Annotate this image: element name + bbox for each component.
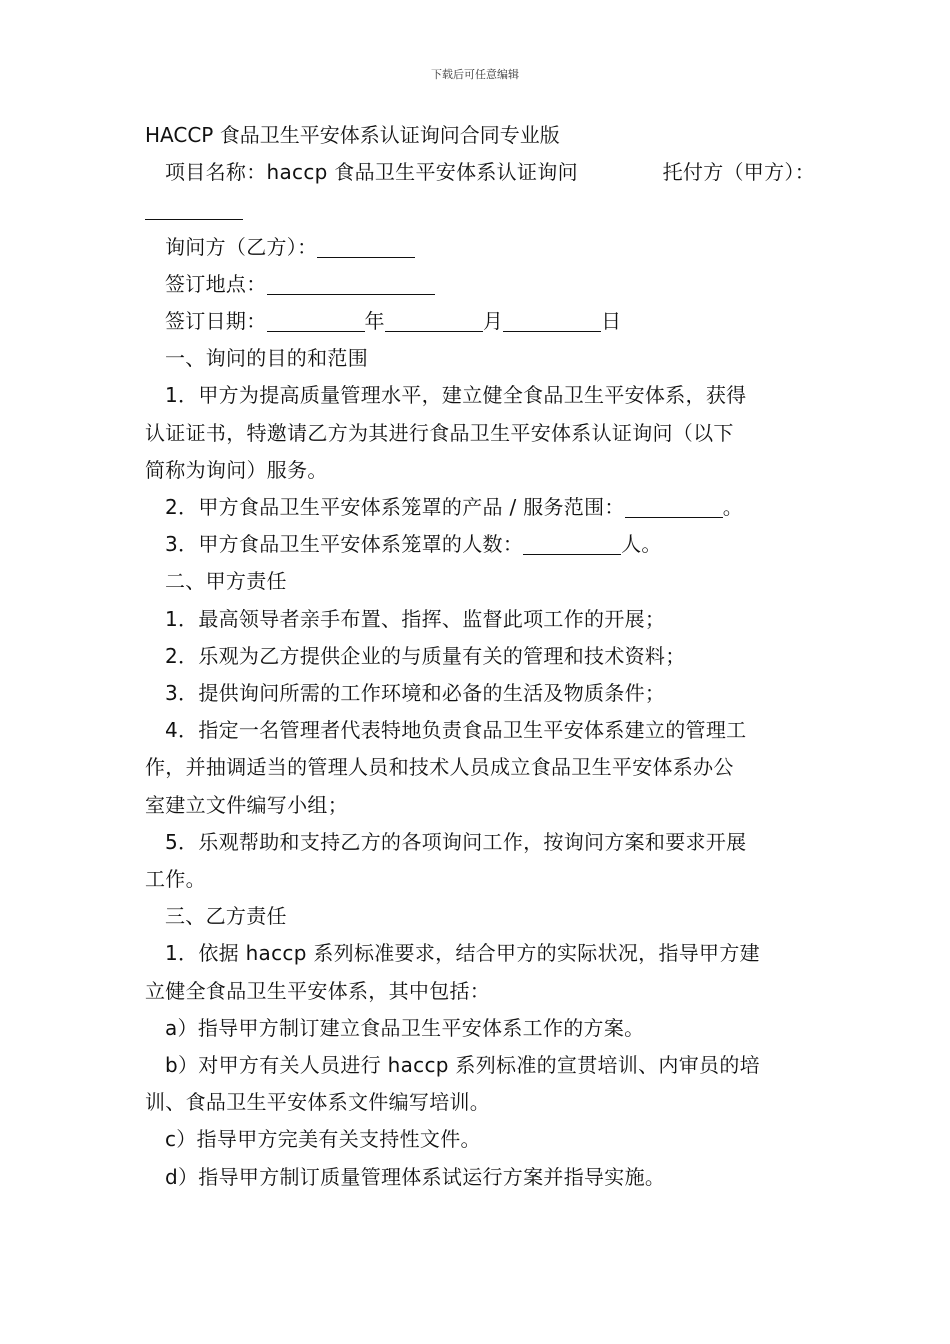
header-note: 下载后可任意编辑 bbox=[431, 68, 519, 81]
date-year: 年 bbox=[364, 309, 385, 334]
place-blank bbox=[267, 270, 435, 295]
day-blank bbox=[503, 307, 601, 332]
date-line bbox=[145, 303, 815, 340]
date-label: 签订日期： bbox=[165, 309, 267, 334]
client-blank-line bbox=[145, 191, 815, 228]
s2-p5-line1: 5．乐观帮助和支持乙方的各项询问工作，按询问方案和要求开展 bbox=[165, 829, 747, 854]
s1-p1-line3: 简称为询问）服务。 bbox=[145, 457, 328, 482]
consultant-blank bbox=[317, 233, 415, 258]
place-label: 签订地点： bbox=[165, 271, 267, 296]
s3-item-b-line1: b）对甲方有关人员进行 haccp 系列标准的宣贯培训、内审员的培 bbox=[165, 1053, 760, 1078]
s2-p5-line2: 工作。 bbox=[145, 867, 206, 892]
s1-p3-end: 人。 bbox=[621, 532, 662, 557]
s3-p1-line1: 1．依据 haccp 系列标准要求，结合甲方的实际状况，指导甲方建 bbox=[165, 941, 760, 966]
s2-p3: 3．提供询问所需的工作环境和必备的生活及物质条件； bbox=[165, 681, 666, 706]
s1-p3-text: 3．甲方食品卫生平安体系笼罩的人数： bbox=[165, 532, 524, 557]
s3-item-a: a）指导甲方制订建立食品卫生平安体系工作的方案。 bbox=[165, 1015, 645, 1040]
s1-p2-text: 2．甲方食品卫生平安体系笼罩的产品 / 服务范围： bbox=[165, 495, 625, 520]
date-day: 日 bbox=[601, 309, 622, 334]
project-label: 项目名称：haccp 食品卫生平安体系认证询问 bbox=[165, 160, 578, 185]
s1-p2 bbox=[145, 489, 815, 526]
s3-item-c: c）指导甲方完美有关支持性文件。 bbox=[165, 1127, 481, 1152]
s2-p4-line1: 4．指定一名管理者代表特地负责食品卫生平安体系建立的管理工 bbox=[165, 718, 747, 743]
s1-p2-end: 。 bbox=[722, 495, 743, 520]
section-1-title: 一、询问的目的和范围 bbox=[165, 346, 368, 371]
s2-p4-line2: 作，并抽调适当的管理人员和技术人员成立食品卫生平安体系办公 bbox=[145, 755, 734, 780]
project-line bbox=[145, 154, 815, 191]
scope-blank bbox=[625, 493, 723, 518]
year-blank bbox=[267, 307, 365, 332]
place-line bbox=[145, 266, 815, 303]
s1-p1-line2: 认证证书，特邀请乙方为其进行食品卫生平安体系认证询问（以下 bbox=[145, 420, 734, 445]
consultant-label: 询问方（乙方）： bbox=[165, 234, 318, 259]
client-label: 托付方（甲方）： bbox=[662, 160, 815, 185]
headcount-blank bbox=[523, 530, 621, 555]
s2-p2: 2．乐观为乙方提供企业的与质量有关的管理和技术资料； bbox=[165, 643, 686, 668]
s3-item-d: d）指导甲方制订质量管理体系试运行方案并指导实施。 bbox=[165, 1164, 666, 1189]
section-3-title: 三、乙方责任 bbox=[165, 904, 287, 929]
consultant-line bbox=[145, 229, 815, 266]
s1-p3 bbox=[145, 526, 815, 563]
document-title: HACCP 食品卫生平安体系认证询问合同专业版 bbox=[145, 123, 560, 147]
s3-p1-line2: 立健全食品卫生平安体系，其中包括： bbox=[145, 978, 491, 1003]
client-blank bbox=[145, 195, 243, 220]
s1-p1-line1: 1．甲方为提高质量管理水平，建立健全食品卫生平安体系，获得 bbox=[165, 383, 747, 408]
date-month: 月 bbox=[482, 309, 504, 334]
document-body bbox=[145, 117, 815, 1196]
s3-item-b-line2: 训、食品卫生平安体系文件编写培训。 bbox=[145, 1090, 491, 1115]
s2-p4-line3: 室建立文件编写小组； bbox=[145, 792, 348, 817]
month-blank bbox=[385, 307, 483, 332]
section-2-title: 二、甲方责任 bbox=[165, 569, 287, 594]
s2-p1: 1．最高领导者亲手布置、指挥、监督此项工作的开展； bbox=[165, 606, 666, 631]
